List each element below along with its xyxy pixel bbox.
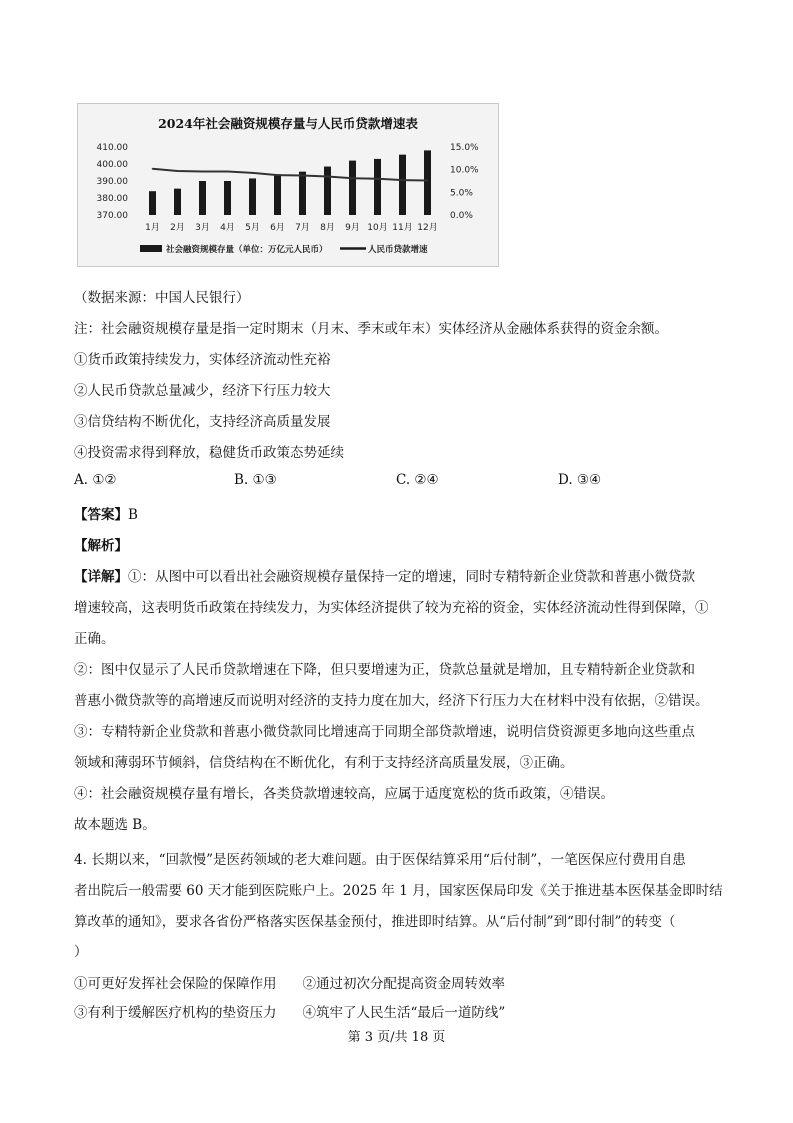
x-axis-tick-label: 7月	[295, 223, 310, 233]
statement-2: ②人民币贷款总量减少，经济下行压力较大	[74, 383, 331, 399]
right-axis-tick-label: 0.0%	[450, 211, 473, 221]
x-axis-tick-label: 1月	[145, 223, 160, 233]
q4-statement-2: ②通过初次分配提高资金周转效率	[302, 976, 505, 992]
detail-p1-line1: ①：从图中可以看出社会融资规模存量保持一定的增速，同时专精特新企业贷款和普惠小微贷款	[128, 569, 695, 585]
detail-p2-line1: ②：图中仅显示了人民币贷款增速在下降，但只要增速为正，贷款总量就是增加，且专精特新企业贷款和	[74, 662, 695, 678]
detail-p3-line2: 领域和薄弱环节倾斜，信贷结构在不断优化，有利于支持经济高质量发展，③正确。	[74, 755, 574, 771]
legend-bar-swatch	[140, 245, 162, 252]
loan-growth-point	[252, 172, 254, 174]
loan-growth-point	[402, 179, 404, 181]
x-axis-tick-label: 3月	[195, 223, 210, 233]
x-axis-tick-label: 6月	[270, 223, 285, 233]
x-axis-tick-label: 9月	[345, 223, 360, 233]
detail-p3-line1: ③：专精特新企业贷款和普惠小微贷款同比增速高于同期全部贷款增速，说明信贷资源更多地向这些重点	[74, 724, 695, 740]
chart-bar	[424, 150, 431, 215]
answer-line	[74, 503, 138, 523]
chart-bar	[374, 159, 381, 215]
loan-growth-point	[177, 170, 179, 172]
loan-growth-point	[302, 175, 304, 177]
statement-1: ①货币政策持续发力，实体经济流动性充裕	[74, 352, 331, 368]
right-axis-tick-label: 5.0%	[450, 188, 473, 199]
chart-bar	[149, 191, 156, 215]
chart-bar	[399, 155, 406, 215]
loan-growth-point	[202, 171, 204, 173]
chart-bar	[274, 174, 281, 215]
statement-3: ③信贷结构不断优化，支持经济高质量发展	[74, 414, 331, 430]
x-axis-tick-label: 11月	[392, 223, 413, 233]
option-c[interactable]: C. ②④	[396, 472, 439, 488]
data-source: （数据来源：中国人民银行）	[74, 290, 250, 306]
loan-growth-point	[227, 171, 229, 173]
x-axis-tick-label: 4月	[220, 223, 235, 233]
x-axis-tick-label: 12月	[417, 223, 438, 233]
answer-tag: 【答案】	[74, 507, 128, 523]
chart-bar	[199, 181, 206, 215]
detail-p1-line2: 增速较高，这表明货币政策在持续发力，为实体经济提供了较为充裕的资金，实体经济流动性得到保障，①	[74, 600, 709, 616]
loan-growth-point	[352, 177, 354, 179]
left-axis-tick-label: 390.00	[96, 177, 128, 187]
chart-bar	[224, 181, 231, 215]
analysis-tag: 【解析】	[74, 538, 128, 554]
left-axis-tick-label: 400.00	[96, 160, 128, 170]
loan-growth-point	[427, 180, 429, 182]
right-axis-tick-label: 10.0%	[450, 165, 479, 176]
chart-figure	[77, 103, 499, 267]
x-axis-tick-label: 5月	[245, 223, 260, 233]
loan-growth-point	[277, 174, 279, 176]
chart-bar	[349, 161, 356, 215]
loan-growth-point	[152, 168, 154, 170]
chart-bar	[249, 178, 256, 215]
loan-growth-line	[153, 169, 428, 181]
x-axis-tick-label: 8月	[320, 223, 335, 233]
legend-bar-label: 社会融资规模存量（单位：万亿元人民币）	[166, 245, 328, 255]
answer-options	[74, 472, 714, 490]
q4-statement-3: ③有利于缓解医疗机构的垫资压力	[74, 1005, 277, 1021]
detail-tag: 【详解】	[74, 569, 128, 585]
left-axis-tick-label: 380.00	[96, 194, 128, 204]
chart-bar	[174, 189, 181, 215]
right-axis-tick-label: 15.0%	[450, 143, 479, 153]
q4-line-3: 算改革的通知》，要求各省份严格落实医保基金预付，推进即时结算。从“后付制”到“即付制”的转变（	[74, 914, 676, 930]
q4-statement-1: ①可更好发挥社会保险的保障作用	[74, 976, 277, 992]
detail-p1-line3: 正确。	[74, 631, 115, 647]
note: 注：社会融资规模存量是指一定时期末（月末、季末或年末）实体经济从金融体系获得的资金余额。	[74, 321, 668, 337]
chart-svg	[78, 104, 498, 266]
q4-line-2: 者出院后一般需要 60 天才能到医院账户上。2025 年 1 月，国家医保局印发《关于推进基本医保基金即时结	[74, 883, 723, 899]
left-axis-tick-label: 370.00	[96, 211, 128, 221]
detail-p2-line2: 普惠小微贷款等的高增速反而说明对经济的支持力度在加大，经济下行压力大在材料中没有依据，②错误。	[74, 693, 709, 709]
x-axis-tick-label: 10月	[367, 223, 388, 233]
q4-statements-row1	[74, 972, 505, 992]
detail-line	[74, 565, 695, 585]
answer-value: B	[128, 507, 138, 523]
loan-growth-point	[377, 178, 379, 180]
legend-line-label: 人民币贷款增速	[368, 245, 428, 255]
option-b[interactable]: B. ①③	[234, 472, 277, 488]
q4-statement-4: ④筑牢了人民生活“最后一道防线”	[302, 1005, 506, 1021]
conclusion: 故本题选 B。	[74, 817, 156, 833]
chart-bar	[299, 172, 306, 215]
option-a[interactable]: A. ①②	[74, 472, 117, 488]
chart-bar	[324, 167, 331, 215]
q4-line-4: ）	[74, 944, 88, 960]
chart-title: 2024年社会融资规模存量与人民币贷款增速表	[158, 116, 418, 131]
detail-p4: ④：社会融资规模存量有增长，各类贷款增速较高，应属于适度宽松的货币政策，④错误。	[74, 786, 614, 802]
page-footer: 第 3 页/共 18 页	[347, 1030, 446, 1045]
loan-growth-point	[327, 176, 329, 178]
statement-4: ④投资需求得到释放，稳健货币政策态势延续	[74, 445, 344, 461]
x-axis-tick-label: 2月	[170, 223, 185, 233]
option-d[interactable]: D. ③④	[558, 472, 602, 488]
q4-line-1: 4. 长期以来，“回款慢”是医药领域的老大难问题。由于医保结算采用“后付制”，一笔医保应付费用自患	[74, 852, 686, 868]
left-axis-tick-label: 410.00	[96, 143, 128, 153]
q4-statements-row2	[74, 1001, 505, 1021]
